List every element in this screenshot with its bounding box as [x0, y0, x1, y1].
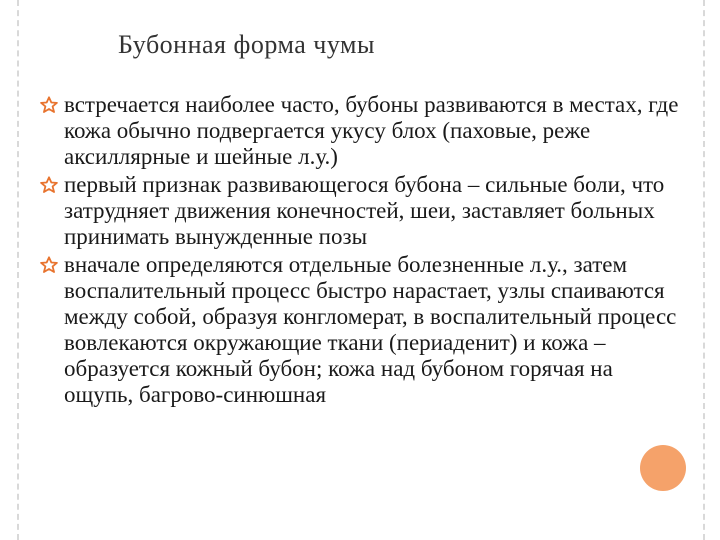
- star-bullet-icon: [40, 96, 58, 114]
- right-dashed-border: [703, 0, 705, 540]
- star-bullet-icon: [40, 256, 58, 274]
- left-dashed-border: [17, 0, 19, 540]
- bullet-text: вначале определяются отдельные болезненные л.у., затем воспалительный процесс быстро нарастает, узлы спаиваются между собой, образуя конгломерат, в воспалительный процесс вовлекаются окружающие ткани (периаденит) и кожа – образуется кожный бубон; кожа над бубоном горячая на ощупь, багрово-синюшная: [64, 252, 677, 407]
- star-bullet-icon: [40, 176, 58, 194]
- bullet-item: [36, 252, 686, 408]
- bullet-item: [36, 172, 686, 250]
- bullet-text: встречается наиболее часто, бубоны развиваются в местах, где кожа обычно подвергается укусу блох (паховые, реже аксиллярные и шейные л.у.): [64, 92, 679, 169]
- slide-title-text: Бубонная форма чумы: [118, 30, 375, 59]
- bullet-item: [36, 92, 686, 170]
- bullet-text: первый признак развивающегося бубона – сильные боли, что затрудняет движения конечностей, шеи, заставляет больных принимать вынужденные позы: [64, 172, 665, 249]
- slide-title: [118, 30, 375, 60]
- bullet-list: [36, 92, 686, 410]
- decorative-circle: [640, 445, 686, 491]
